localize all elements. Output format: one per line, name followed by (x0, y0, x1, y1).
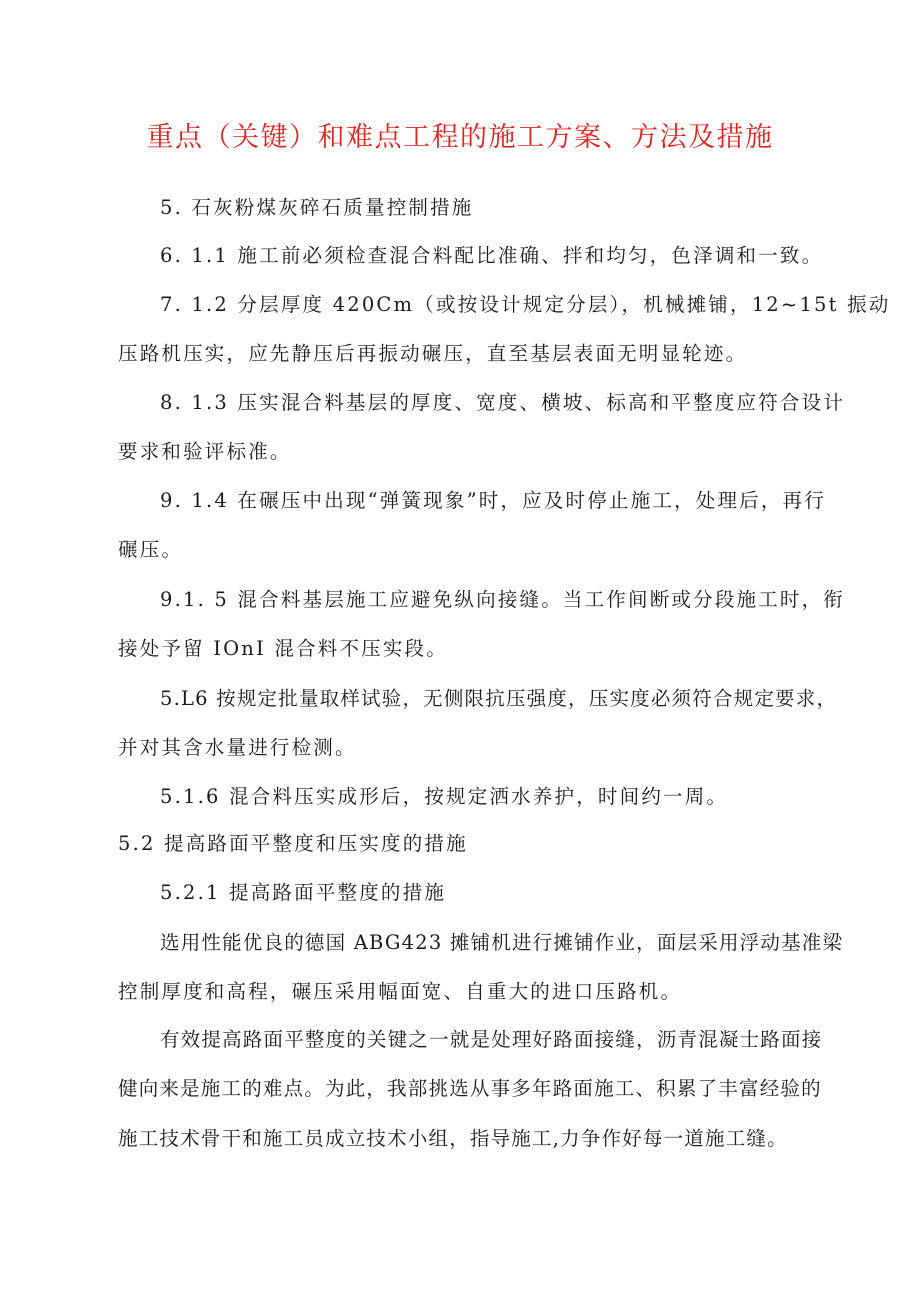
paragraph-line: 要求和验评标准。 (118, 440, 292, 463)
paragraph-line: 控制厚度和高程，碾压采用幅面宽、自重大的进口压路机。 (118, 980, 683, 1003)
paragraph-line: 8. 1.3 压实混合料基层的厚度、宽度、横坡、标高和平整度应符合设计 (160, 391, 846, 414)
paragraph-line: 健向来是施工的难点。为此，我部挑选从事多年路面施工、积累了丰富经验的 (118, 1077, 822, 1100)
paragraph-line: 9. 1.4 在碾压中出现“弹簧现象”时，应及时停止施工，处理后，再行 (160, 489, 826, 512)
paragraph-line: 9.1. 5 混合料基层施工应避免纵向接缝。当工作间断或分段施工时，衔 (160, 588, 846, 611)
paragraph-line: 接处予留 IOnI 混合料不压实段。 (118, 637, 448, 660)
section-heading-5-2: 5.2 提高路面平整度和压实度的措施 (118, 832, 468, 855)
paragraph-line: 碾压。 (118, 538, 184, 561)
paragraph-line: 并对其含水量进行检测。 (118, 736, 357, 759)
paragraph-line: 7. 1.2 分层厚度 420Cm（或按设计规定分层），机械摊铺，12~15t 振动 (160, 293, 891, 316)
section-heading-5: 5. 石灰粉煤灰碎石质量控制措施 (160, 196, 474, 219)
paragraph-line: 有效提高路面平整度的关键之一就是处理好路面接缝，沥青混凝士路面接 (160, 1028, 823, 1051)
paragraph-line: 5.1.6 混合料压实成形后，按规定洒水养护，时间约一周。 (160, 785, 729, 808)
paragraph-line: 压路机压实，应先静压后再振动碾压，直至基层表面无明显轮迹。 (118, 342, 748, 365)
paragraph-line: 选用性能优良的德国 ABG423 摊铺机进行摊铺作业，面层采用浮动基准梁 (160, 931, 844, 954)
subsection-heading-5-2-1: 5.2.1 提高路面平整度的措施 (160, 881, 447, 904)
document-title: 重点（关键）和难点工程的施工方案、方法及措施 (146, 122, 774, 153)
paragraph-line: 5.L6 按规定批量取样试验，无侧限抗压强度，压实度必须符合规定要求， (160, 687, 838, 710)
paragraph-line: 6. 1.1 施工前必须检查混合料配比准确、拌和均匀，色泽调和一致。 (160, 244, 824, 267)
paragraph-line: 施工技术骨干和施工员成立技术小组，指导施工,力争作好每一道施工缝。 (118, 1127, 788, 1150)
